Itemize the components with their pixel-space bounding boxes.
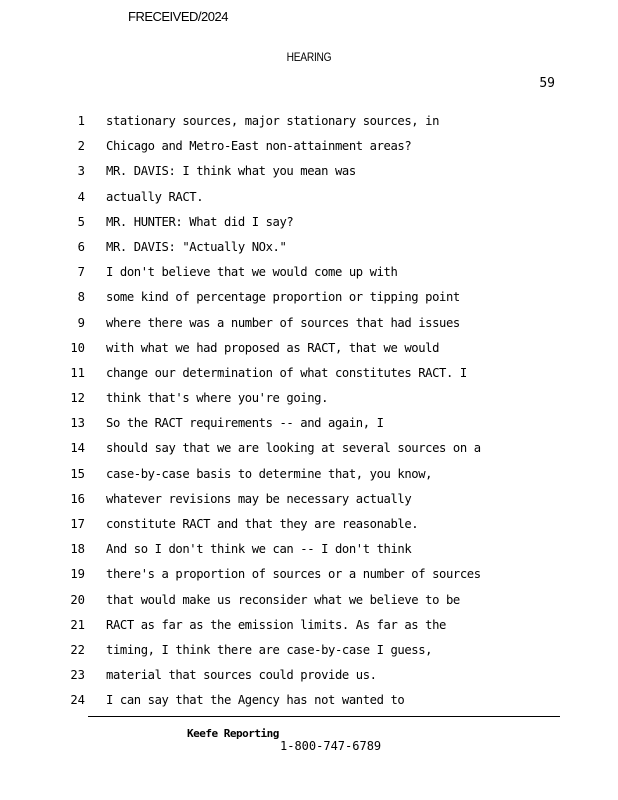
line-text: some kind of percentage proportion or tipping point [106,290,460,305]
line-text: RACT as far as the emission limits. As far as the [106,617,446,632]
line-text: I can say that the Agency has not wanted to [106,693,405,708]
transcript-line [66,515,566,540]
transcript-line [66,288,566,313]
line-text: MR. HUNTER: What did I say? [106,214,294,229]
transcript-line [66,112,566,137]
transcript-line [66,238,566,263]
line-text: I don't believe that we would come up with [106,265,398,280]
transcript-line [66,616,566,641]
line-text: MR. DAVIS: I think what you mean was [106,164,356,179]
line-text: change our determination of what constitutes RACT. I [106,365,467,380]
reporter-phone: 1-800-747-6789 [280,739,382,753]
line-number: 5 [77,214,85,229]
line-text: So the RACT requirements -- and again, I [106,416,384,431]
footer-divider [88,716,560,717]
document-title: HEARING [286,50,332,64]
line-number: 1 [77,114,85,128]
line-number: 3 [77,164,85,179]
line-number: 9 [77,315,85,330]
line-number: 18 [70,542,85,557]
line-text: should say that we are looking at several sources on a [106,441,481,456]
line-text: timing, I think there are case-by-case I guess, [106,642,433,657]
transcript-line [66,641,566,666]
line-text: constitute RACT and that they are reasonable. [106,517,419,531]
line-text: stationary sources, major stationary sources, in [106,114,439,128]
line-number: 12 [70,391,85,406]
line-number: 7 [77,265,85,280]
transcript-line [66,339,566,364]
line-text: Chicago and Metro-East non-attainment areas? [106,139,412,154]
line-text: there's a proportion of sources or a number of sources [106,567,481,582]
line-number: 21 [70,617,85,632]
transcript-line [66,162,566,187]
page-number: 59 [539,76,555,91]
line-text: actually RACT. [106,189,204,204]
transcript-line [66,263,566,288]
transcript-line [66,540,566,565]
transcript-line [66,490,566,515]
transcript-line [66,213,566,238]
line-number: 20 [70,592,85,607]
line-number: 6 [77,239,85,254]
transcript-line [66,591,566,616]
line-text: material that sources could provide us. [106,668,377,683]
line-number: 22 [70,642,85,657]
transcript-line [66,414,566,439]
transcript-line [66,666,566,691]
line-text: whatever revisions may be necessary actually [106,491,412,506]
transcript-line [66,565,566,590]
transcript-line [66,389,566,414]
line-text: MR. DAVIS: "Actually NOx." [106,239,287,254]
line-number: 14 [70,441,85,456]
transcript-line [66,314,566,339]
reporter-name: Keefe Reporting [187,727,279,740]
line-number: 2 [77,139,85,154]
transcript-line [66,465,566,490]
line-number: 10 [70,340,85,355]
line-text: think that's where you're going. [106,391,328,406]
transcript-body [66,112,566,717]
line-number: 17 [70,517,85,531]
received-stamp: FRECEIVED/2024 [128,9,228,24]
line-number: 11 [70,365,85,380]
transcript-line [66,364,566,389]
line-number: 15 [70,466,85,481]
line-text: where there was a number of sources that had issues [106,315,460,330]
line-number: 16 [70,491,85,506]
transcript-line [66,439,566,464]
line-number: 4 [77,189,85,204]
line-number: 24 [70,693,85,708]
line-text: case-by-case basis to determine that, you know, [106,466,433,481]
line-number: 23 [70,668,85,683]
line-text: And so I don't think we can -- I don't think [106,542,412,557]
transcript-line [66,691,566,716]
line-number: 19 [70,567,85,582]
line-text: that would make us reconsider what we believe to be [106,592,460,607]
transcript-line [66,188,566,213]
line-text: with what we had proposed as RACT, that we would [106,340,439,355]
line-number: 13 [70,416,85,431]
transcript-line [66,137,566,162]
line-number: 8 [77,290,85,305]
